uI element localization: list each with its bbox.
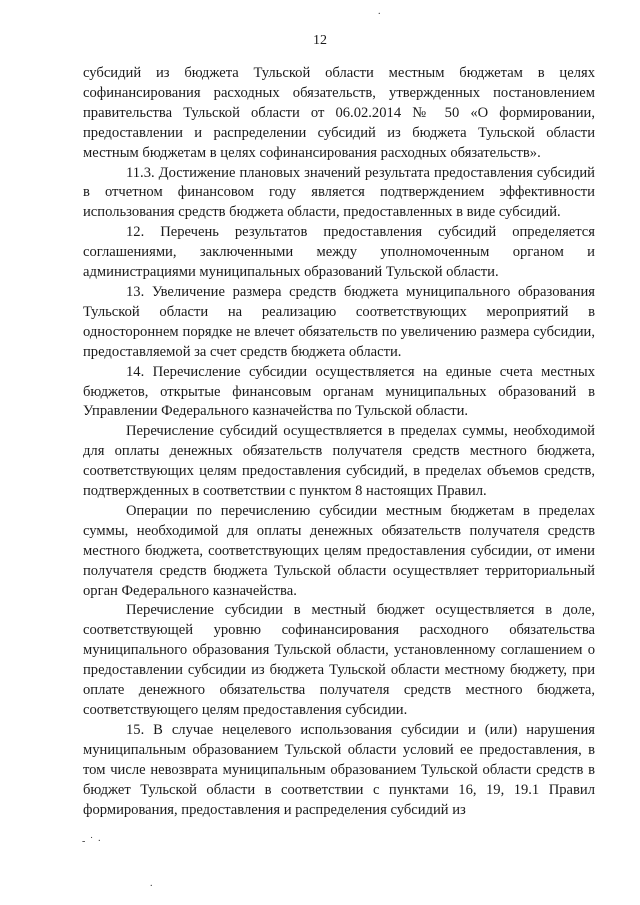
scan-speck: .: [150, 878, 153, 889]
paragraph-12: 12. Перечень результатов предоставления субсидий определяется соглашениями, заключенными между уполномоченным органом и администрациями муниципальных образований Тульской области.: [83, 224, 595, 281]
paragraph-14-cofinancing-share: Перечисление субсидии в местный бюджет осуществляется в доле, соответствующей уровню софинансирования расходного обязательства муниципального образования Тульской области, установленному соглашением о предоставлении субсидии из бюджета Тульской области местному бюджету, при оплате денежного обязательства получателя средств местного бюджета, соответствующего целям предоставления субсидии.: [83, 602, 595, 718]
paragraph-14-treasury-operations: Операции по перечислению субсидии местным бюджетам в пределах суммы, необходимой для оплаты денежных обязательств получателя средств местного бюджета, соответствующих целям предоставления субсидии, от имени получателя средств бюджета Тульской области осуществляет территориальный орган Федерального казначейства.: [83, 502, 595, 599]
paragraph-continuation: субсидий из бюджета Тульской области местным бюджетам в целях софинансирования расходных обязательств, утвержденных постановлением правительства Тульской области от 06.02.2014 № 50 «О формировании, предоставлении и распределении субсидий из бюджета Тульской области местным бюджетам в целях софинансирования расходных обязательств».: [83, 65, 595, 161]
scan-speck: - ˙ ·: [82, 836, 102, 847]
document-body: [83, 64, 595, 820]
paragraph-15: 15. В случае нецелевого использования субсидии и (или) нарушения муниципальным образованием Тульской области условий ее предоставления, в том числе невозврата муниципальным образованием Тульской области средств в бюджет Тульской области в соответствии с пунктами 16, 19, 19.1 Правил формирования, предоставления и распределения субсидий из: [83, 721, 595, 818]
paragraph-13: 13. Увеличение размера средств бюджета муниципального образования Тульской области на реализацию соответствующих мероприятий в одностороннем порядке не влечет обязательств по увеличению размера субсидии, предоставляемой за счет средств бюджета области.: [83, 283, 595, 360]
page-number: 12: [313, 33, 327, 48]
paragraph-11-3: 11.3. Достижение плановых значений результата предоставления субсидий в отчетном финансовом году является подтверждением эффективности использования средств бюджета области, предоставленных в виде субсидий.: [83, 164, 595, 221]
paragraph-14: 14. Перечисление субсидии осуществляется на единые счета местных бюджетов, открытые финансовым органам муниципальных образований в Управлении Федерального казначейства по Тульской области.: [83, 363, 595, 420]
paragraph-14-transfer-limits: Перечисление субсидий осуществляется в пределах суммы, необходимой для оплаты денежных обязательств получателя средств местного бюджета, соответствующих целям предоставления субсидий, в пределах объемов средств, подтвержденных в соответствии с пунктом 8 настоящих Правил.: [83, 423, 595, 500]
scan-speck: .: [378, 6, 381, 17]
